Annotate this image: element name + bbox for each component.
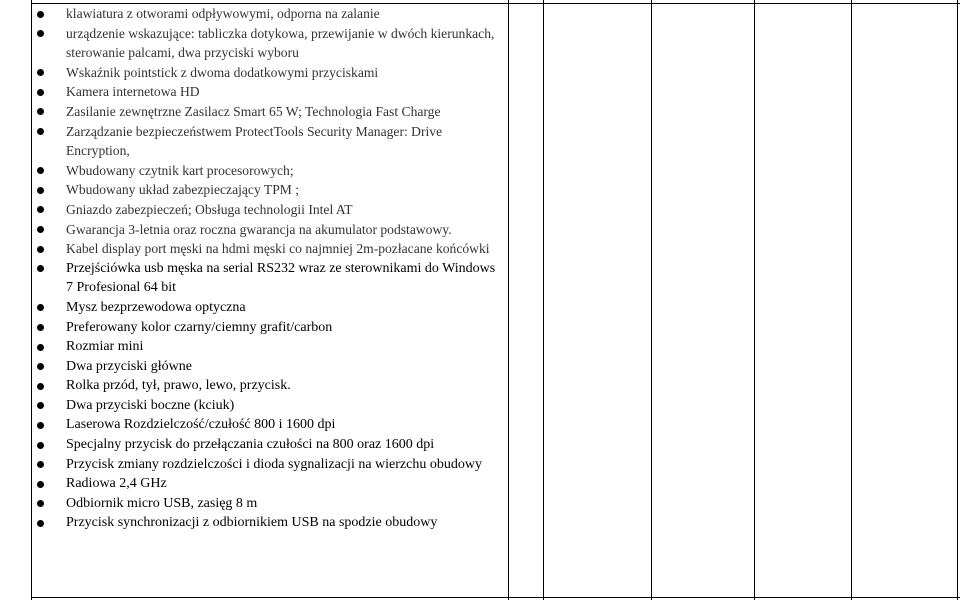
list-item xyxy=(34,220,504,240)
list-item xyxy=(34,376,504,396)
column-divider-2 xyxy=(543,0,544,600)
column-divider-3 xyxy=(651,0,652,600)
list-item xyxy=(34,161,504,181)
list-item xyxy=(34,122,504,161)
bullet-icon xyxy=(37,128,44,135)
list-item-text: Zarządzanie bezpieczeństwem ProtectTools Security Manager: Drive Encryption, xyxy=(66,123,443,159)
bullet-icon xyxy=(37,187,44,194)
list-item-text: Kabel display port męski na hdmi męski co najmniej 2m-pozłacane końcówki xyxy=(66,241,490,257)
list-item xyxy=(34,318,504,338)
list-item xyxy=(34,180,504,200)
list-item-text: Radiowa 2,4 GHz xyxy=(66,476,167,492)
column-divider-1 xyxy=(508,0,509,600)
list-item-text: klawiatura z otworami odpływowymi, odporna na zalanie xyxy=(66,6,380,21)
table-left-border xyxy=(31,0,32,600)
list-item-text: Rozmiar mini xyxy=(66,339,144,355)
list-item-text: Przycisk zmiany rozdzielczości i dioda sygnalizacji na wierzchu obudowy xyxy=(66,456,482,472)
bullet-icon xyxy=(37,442,44,449)
list-item xyxy=(34,415,504,435)
list-item-text: Odbiornik micro USB, zasięg 8 m xyxy=(66,495,258,511)
bullet-icon xyxy=(37,402,44,409)
list-item-text: Mysz bezprzewodowa optyczna xyxy=(66,299,246,315)
list-item xyxy=(34,357,504,377)
bullet-icon xyxy=(37,383,44,390)
bullet-icon xyxy=(37,69,44,76)
column-divider-5 xyxy=(851,0,852,600)
column-divider-4 xyxy=(754,0,755,600)
bullet-icon xyxy=(37,461,44,468)
list-item-text: Wbudowany układ zabezpieczający TPM ; xyxy=(66,182,300,198)
bullet-icon xyxy=(37,108,44,115)
bullet-icon xyxy=(37,167,44,174)
list-item-text: Przycisk synchronizacji z odbiornikiem USB na spodzie obudowy xyxy=(66,515,438,531)
list-item xyxy=(34,4,504,24)
table-bottom-border xyxy=(31,597,960,598)
bullet-icon xyxy=(37,324,44,331)
bullet-icon xyxy=(37,30,44,37)
bullet-icon xyxy=(37,344,44,351)
list-item xyxy=(34,474,504,494)
list-item xyxy=(34,435,504,455)
list-item xyxy=(34,239,504,259)
bullet-icon xyxy=(37,363,44,370)
list-item-text: Gwarancja 3-letnia oraz roczna gwarancja na akumulator podstawowy. xyxy=(66,221,452,237)
list-item xyxy=(34,24,504,63)
bullet-icon xyxy=(37,11,44,18)
bullet-icon xyxy=(37,206,44,213)
list-item-text: Dwa przyciski główne xyxy=(66,358,192,374)
list-item xyxy=(34,337,504,357)
bullet-icon xyxy=(37,304,44,311)
list-item xyxy=(34,298,504,318)
list-item-text: urządzenie wskazujące: tabliczka dotykowa, przewijanie w dwóch kierunkach, sterowanie palcami, dwa przyciski wyboru xyxy=(66,25,495,61)
list-item xyxy=(34,494,504,514)
list-item-text: Laserowa Rozdzielczość/czułość 800 i 1600 dpi xyxy=(66,417,336,433)
bullet-icon xyxy=(37,265,44,272)
bullet-icon xyxy=(37,481,44,488)
bullet-icon xyxy=(37,246,44,253)
bullet-icon xyxy=(37,226,44,233)
list-item xyxy=(34,513,504,533)
bullet-icon xyxy=(37,422,44,429)
list-item-text: Wbudowany czytnik kart procesorowych; xyxy=(66,162,294,178)
bullet-icon xyxy=(37,520,44,527)
list-item xyxy=(34,455,504,475)
bullet-icon xyxy=(37,89,44,96)
list-item xyxy=(34,200,504,220)
list-item xyxy=(34,102,504,122)
list-item-text: Przejściówka usb męska na serial RS232 wraz ze sterownikami do Windows 7 Profesional 64 bit xyxy=(66,260,496,296)
list-item xyxy=(34,63,504,83)
list-item-text: Rolka przód, tył, prawo, lewo, przycisk. xyxy=(66,378,291,394)
list-item xyxy=(34,396,504,416)
list-item-text: Wskaźnik pointstick z dwoma dodatkowymi przyciskami xyxy=(66,64,379,80)
list-item-text: Gniazdo zabezpieczeń; Obsługa technologii Intel AT xyxy=(66,201,353,217)
list-item-text: Zasilanie zewnętrzne Zasilacz Smart 65 W; Technologia Fast Charge xyxy=(66,103,441,119)
specification-list xyxy=(34,4,504,533)
column-divider-6 xyxy=(957,0,958,600)
list-item-text: Dwa przyciski boczne (kciuk) xyxy=(66,397,235,413)
list-item xyxy=(34,82,504,102)
list-item-text: Specjalny przycisk do przełączania czułości na 800 oraz 1600 dpi xyxy=(66,437,435,453)
list-item-text: Kamera internetowa HD xyxy=(66,84,200,100)
list-item xyxy=(34,259,504,298)
list-item-text: Preferowany kolor czarny/ciemny grafit/carbon xyxy=(66,319,333,335)
bullet-icon xyxy=(37,500,44,507)
